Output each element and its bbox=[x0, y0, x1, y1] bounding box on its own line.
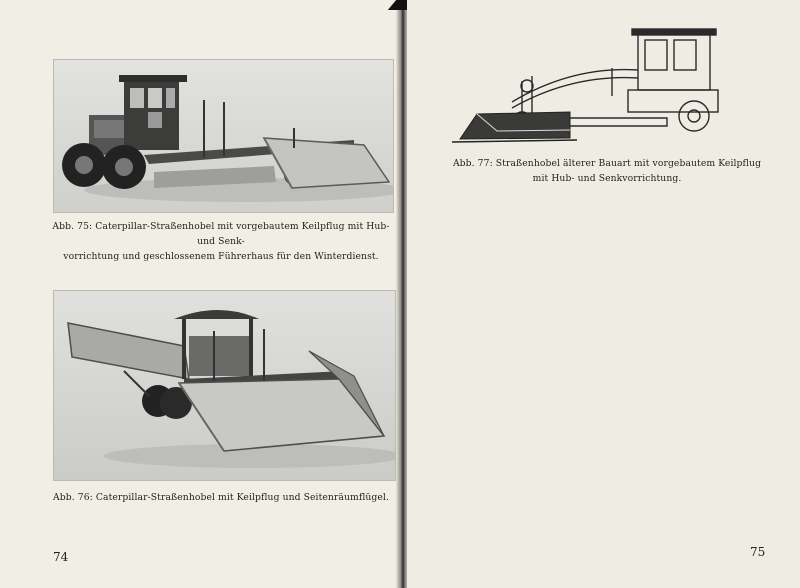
grader-with-cab-illustration bbox=[54, 60, 393, 212]
page-number-left: 74 bbox=[53, 550, 69, 564]
figure-77-caption bbox=[442, 156, 772, 186]
old-grader-line-drawing bbox=[452, 26, 722, 146]
figure-76-caption-text: Abb. 76: Caterpillar-Straßenhobel mit Keilpflug und Seitenräumflügel. bbox=[53, 492, 389, 503]
figure-77-drawing bbox=[452, 26, 722, 146]
figure-75-photo bbox=[53, 59, 394, 213]
page-number-right: 75 bbox=[750, 545, 766, 559]
figure-77-caption-line-1: Abb. 77: Straßenhobel älterer Bauart mit vorgebautem Keilpflug bbox=[452, 158, 762, 169]
figure-75-caption bbox=[45, 219, 397, 264]
figure-75-caption-line-2: vorrichtung und geschlossenem Führerhaus für den Winterdienst. bbox=[63, 251, 379, 262]
grader-with-side-wing-illustration bbox=[54, 291, 395, 480]
figure-75-caption-line-1: Abb. 75: Caterpillar-Straßenhobel mit vorgebautem Keilpflug mit Hub- und Senk- bbox=[52, 221, 390, 247]
figure-76-photo bbox=[53, 290, 396, 481]
right-page bbox=[407, 0, 800, 588]
figure-77-caption-line-2: mit Hub- und Senkvorrichtung. bbox=[532, 173, 682, 184]
figure-76-caption bbox=[45, 490, 397, 505]
